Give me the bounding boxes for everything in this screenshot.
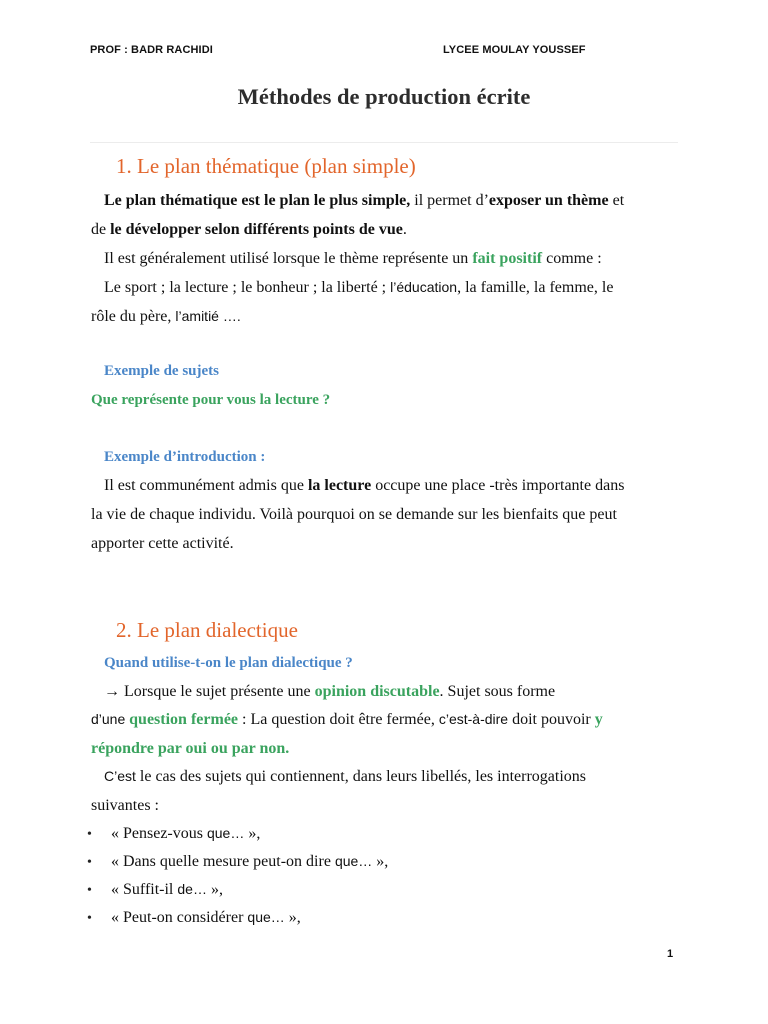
text: et: [608, 192, 625, 209]
section-2-question: Quand utilise-t-on le plan dialectique ?: [104, 655, 353, 671]
text-green: fait positif: [472, 250, 543, 267]
text: de: [91, 221, 111, 238]
text-sans: que…: [334, 853, 373, 869]
text-sans: d’une: [91, 711, 130, 727]
bullet-dot: •: [87, 827, 92, 842]
title-divider: [90, 142, 678, 143]
text: doit pouvoir: [508, 711, 595, 728]
text: . Sujet sous forme: [439, 683, 556, 700]
header-teacher: PROF : BADR RACHIDI: [90, 44, 213, 56]
section-1-para-3-line-1: [104, 279, 613, 297]
page-header: [90, 44, 678, 60]
text-green: y: [594, 711, 603, 728]
text: Il est généralement utilisé lorsque le thème représente un: [104, 250, 473, 267]
page-number: 1: [667, 948, 674, 960]
section-1-para-1-line-2: [91, 221, 407, 239]
section-1-para-1-line-1: [104, 192, 624, 210]
text: il permet d’: [410, 192, 489, 209]
bullet-dot: •: [87, 855, 92, 870]
text: Il est communément admis que: [104, 477, 308, 494]
text-green: opinion discutable: [314, 683, 440, 700]
section-2-line-4: [104, 768, 586, 786]
text: »,: [244, 825, 261, 842]
example-intro-label: Exemple d’introduction :: [104, 449, 266, 465]
list-item-text: [111, 853, 388, 871]
intro-line-1: [104, 477, 624, 495]
text: »,: [372, 853, 389, 870]
intro-line-2: la vie de chaque individu. Voilà pourquoi on se demande sur les bienfaits que peut: [91, 506, 617, 523]
text: « Dans quelle mesure peut-on dire: [111, 853, 335, 870]
text: « Suffit-il: [111, 881, 178, 898]
section-2-heading: 2. Le plan dialectique: [116, 618, 298, 642]
text: comme :: [542, 250, 602, 267]
text-sans: l’éducation: [390, 279, 458, 295]
document-title: Méthodes de production écrite: [237, 84, 531, 109]
bullet-dot: •: [87, 911, 92, 926]
section-1-para-2: [104, 250, 602, 268]
text: le cas des sujets qui contiennent, dans leurs libellés, les interrogations: [135, 768, 587, 785]
list-item-text: [111, 825, 260, 843]
list-item-text: [111, 909, 301, 927]
section-2-line-1: [104, 683, 555, 701]
text: .: [402, 221, 407, 238]
text: → Lorsque le sujet présente une: [104, 683, 315, 700]
text-sans: que…: [206, 825, 245, 841]
section-1-heading: 1. Le plan thématique (plan simple): [116, 154, 416, 178]
text-green: question fermée: [129, 711, 239, 728]
intro-line-3: apporter cette activité.: [91, 535, 234, 552]
text-sans: de…: [177, 881, 207, 897]
list-item-text: [111, 881, 223, 899]
section-2-line-3: répondre par oui ou par non.: [91, 740, 290, 757]
text: »,: [206, 881, 223, 898]
text-sans: que…: [247, 909, 285, 925]
bullet-dot: •: [87, 883, 92, 898]
text: occupe une place -très importante dans: [371, 477, 625, 494]
section-2-line-5: suivantes :: [91, 797, 159, 814]
text: Le sport ; la lecture ; le bonheur ; la liberté ;: [104, 279, 391, 296]
text-bold: Le plan thématique est le plan le plus simple,: [104, 192, 411, 209]
section-2-line-2: [91, 711, 603, 729]
text: « Pensez-vous: [111, 825, 207, 842]
text: rôle du père,: [91, 308, 176, 325]
text-bold: exposer un thème: [488, 192, 609, 209]
text: : La question doit être fermée,: [238, 711, 439, 728]
text-sans: C’est: [104, 768, 136, 784]
text-bold: le développer selon différents points de vue: [110, 221, 403, 238]
text-bold: la lecture: [307, 477, 372, 494]
text-sans: c’est-à-dire: [438, 711, 509, 727]
text: , la famille, la femme, le: [457, 279, 614, 296]
section-1-para-3-line-2: [91, 308, 241, 326]
example-subjects-label: Exemple de sujets: [104, 363, 219, 379]
header-school: LYCEE MOULAY YOUSSEF: [443, 44, 586, 56]
text-sans: l’amitié ….: [175, 308, 241, 324]
text: « Peut-on considérer: [111, 909, 248, 926]
text: »,: [284, 909, 301, 926]
example-subject: Que représente pour vous la lecture ?: [91, 392, 331, 408]
